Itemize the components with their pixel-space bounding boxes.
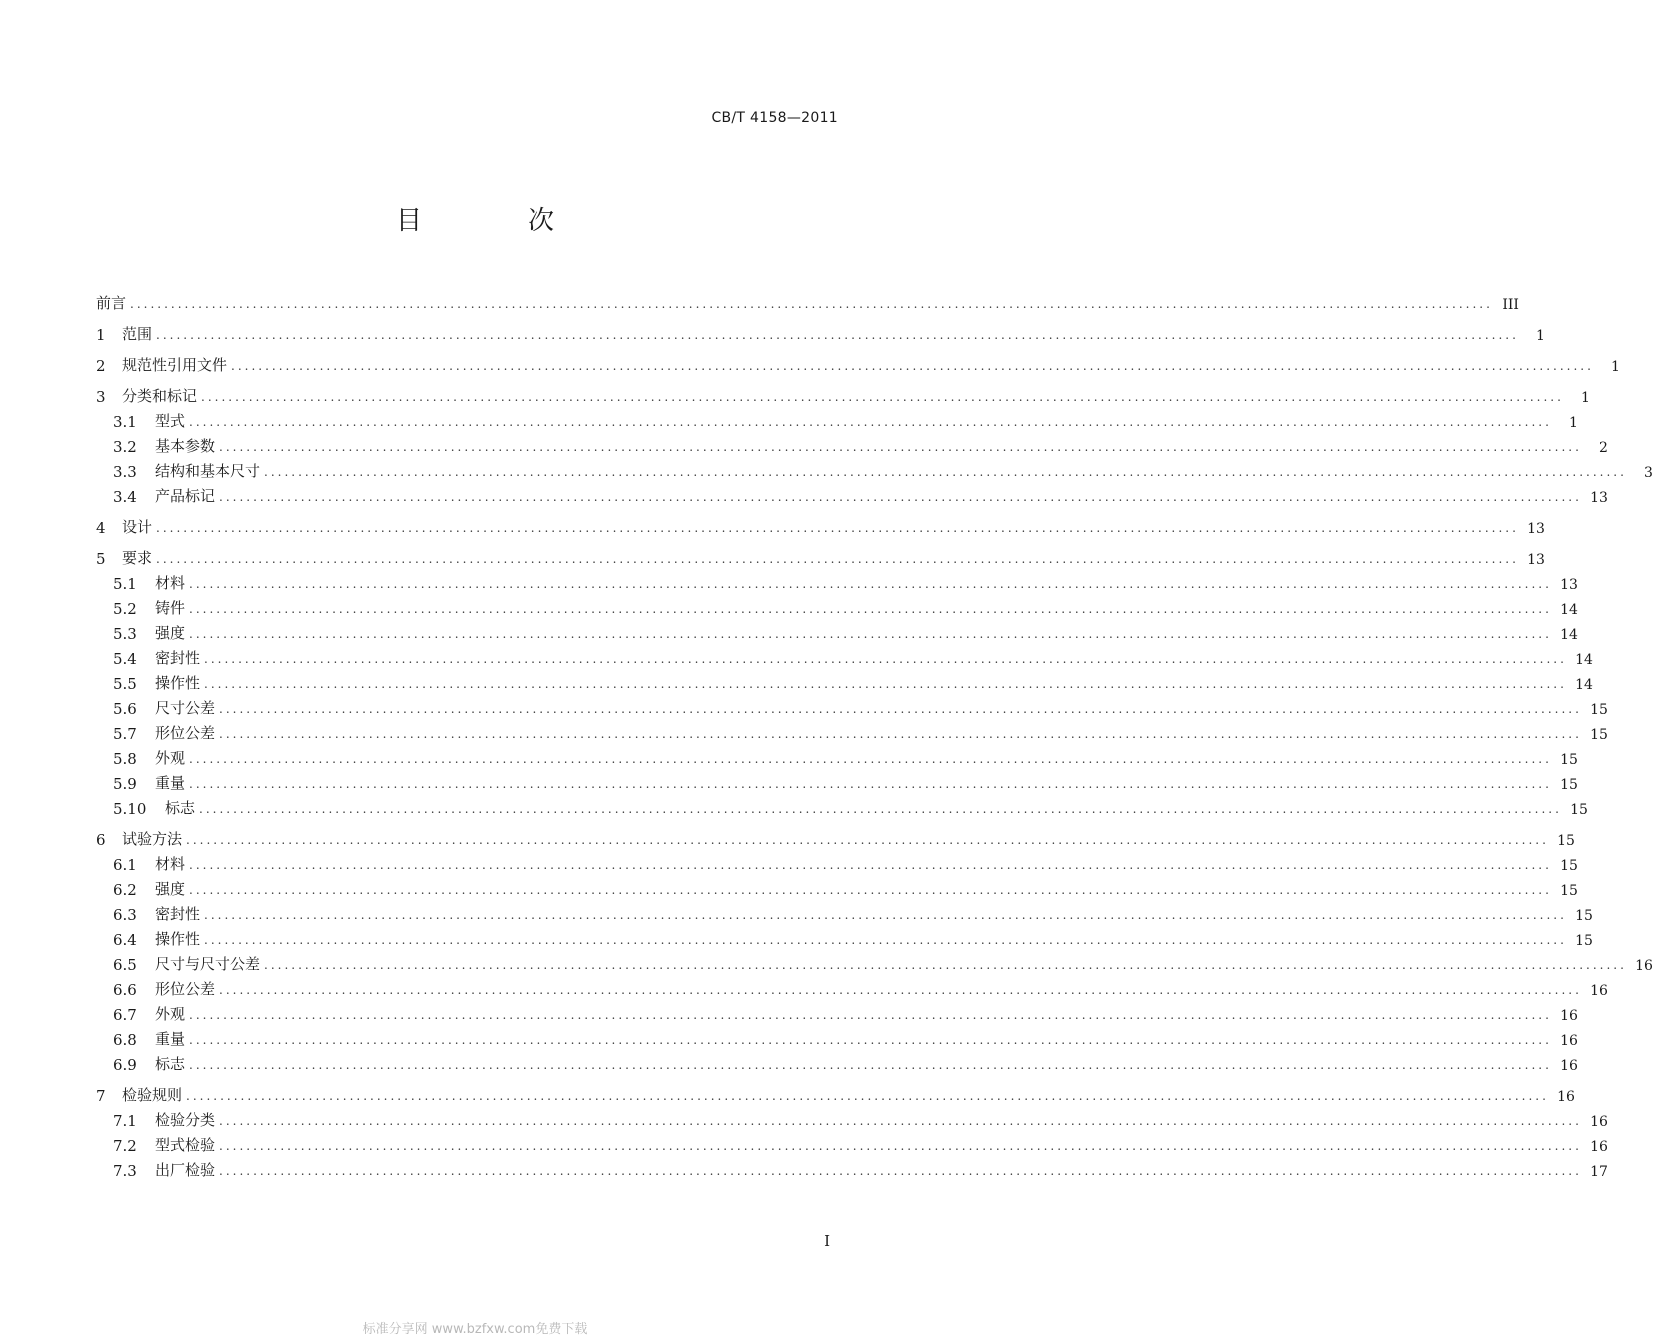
toc-entry-number: 5.8 — [113, 750, 137, 768]
toc-entry-page: 1 — [1580, 390, 1590, 406]
toc-entry[interactable] — [96, 282, 1519, 313]
toc-entry-label: 要求 — [122, 549, 153, 567]
toc-entry[interactable] — [96, 375, 1590, 406]
toc-entry-number: 3.2 — [113, 438, 137, 456]
toc-entry[interactable] — [96, 618, 1578, 643]
toc-entry[interactable] — [96, 899, 1593, 924]
toc-entry-label: 标志 — [155, 1055, 186, 1073]
toc-entry-label: 型式 — [155, 412, 186, 430]
toc-entry[interactable] — [96, 924, 1593, 949]
dot-leader: ........................................................................................................................................................................................................ — [189, 883, 1552, 897]
dot-leader: ........................................................................................................................................................................................................ — [189, 415, 1552, 429]
toc-entry-page: 15 — [1590, 727, 1608, 743]
toc-entry-page: 16 — [1635, 958, 1653, 974]
toc-entry-label: 设计 — [122, 518, 153, 536]
toc-entry-page: 15 — [1575, 933, 1593, 949]
toc-entry-label: 型式检验 — [155, 1136, 216, 1154]
dot-leader: ........................................................................................................................................................................................................ — [219, 1164, 1582, 1178]
toc-entry-label: 范围 — [122, 325, 153, 343]
toc-entry-number: 3.4 — [113, 488, 137, 506]
toc-entry-page: 14 — [1560, 602, 1578, 618]
toc-entry-number: 6.9 — [113, 1056, 137, 1074]
toc-entry[interactable] — [96, 431, 1608, 456]
toc-entry-number: 5.2 — [113, 600, 137, 618]
dot-leader: ........................................................................................................................................................................................................ — [204, 677, 1567, 691]
dot-leader: ........................................................................................................................................................................................................ — [219, 1139, 1582, 1153]
footer-watermark: 标准分享网 www.bzfxw.com免费下载 — [362, 1322, 588, 1337]
toc-entry-label: 铸件 — [155, 599, 186, 617]
toc-entry-page: 13 — [1527, 552, 1545, 568]
dot-leader: ........................................................................................................................................................................................................ — [189, 777, 1552, 791]
dot-leader: ........................................................................................................................................................................................................ — [156, 521, 1519, 535]
toc-entry-label: 出厂检验 — [155, 1161, 216, 1179]
toc-entry-number: 6.4 — [113, 931, 137, 949]
toc-entry-number: 4 — [96, 519, 106, 537]
dot-leader: ........................................................................................................................................................................................................ — [204, 933, 1567, 947]
toc-entry-label: 检验规则 — [122, 1086, 183, 1104]
toc-entry-number: 6.7 — [113, 1006, 137, 1024]
toc-entry-page: 15 — [1590, 702, 1608, 718]
toc-entry-label: 重量 — [155, 1030, 186, 1048]
dot-leader: ........................................................................................................................................................................................................ — [189, 1033, 1552, 1047]
toc-entry[interactable] — [96, 537, 1545, 568]
dot-leader: ........................................................................................................................................................................................................ — [219, 983, 1582, 997]
toc-entry-page: 15 — [1560, 752, 1578, 768]
dot-leader: ........................................................................................................................................................................................................ — [219, 727, 1582, 741]
toc-entry-page: 15 — [1570, 802, 1588, 818]
toc-entry-label: 强度 — [155, 624, 186, 642]
toc-entry-number: 7.1 — [113, 1112, 137, 1130]
toc-entry-page: 16 — [1560, 1008, 1578, 1024]
toc-entry[interactable] — [96, 593, 1578, 618]
toc-entry-page: 15 — [1560, 883, 1578, 899]
toc-entry[interactable] — [96, 1074, 1575, 1105]
toc-entry-label: 规范性引用文件 — [122, 356, 228, 374]
toc-entry-page: 16 — [1590, 983, 1608, 999]
toc-entry-label: 密封性 — [155, 905, 201, 923]
dot-leader: ........................................................................................................................................................................................................ — [264, 465, 1627, 479]
toc-entry-label: 外观 — [155, 1005, 186, 1023]
dot-leader: ........................................................................................................................................................................................................ — [219, 1114, 1582, 1128]
toc-entry-number: 5 — [96, 550, 106, 568]
toc-entry-number: 5.6 — [113, 700, 137, 718]
toc-entry-label: 标志 — [165, 799, 196, 817]
toc-entry-page: 1 — [1568, 415, 1578, 431]
toc-entry-page: 15 — [1560, 858, 1578, 874]
toc-entry[interactable] — [96, 506, 1545, 537]
toc-entry-label: 尺寸与尺寸公差 — [155, 955, 261, 973]
dot-leader: ........................................................................................................................................................................................................ — [189, 858, 1552, 872]
toc-entry-number: 5.10 — [113, 800, 147, 818]
toc-entry[interactable] — [96, 568, 1578, 593]
toc-entry-page: 17 — [1590, 1164, 1608, 1180]
toc-entry[interactable] — [96, 849, 1578, 874]
toc-entry-number: 6.1 — [113, 856, 137, 874]
toc-entry-label: 尺寸公差 — [155, 699, 216, 717]
toc-entry-number: 6.8 — [113, 1031, 137, 1049]
toc-entry-page: 13 — [1590, 490, 1608, 506]
toc-entry-number: 7 — [96, 1087, 106, 1105]
toc-entry[interactable] — [96, 768, 1578, 793]
toc-entry-label: 前言 — [96, 294, 127, 312]
toc-entry[interactable] — [96, 1155, 1608, 1180]
toc-entry-page: 16 — [1560, 1033, 1578, 1049]
toc-entry[interactable] — [96, 693, 1608, 718]
toc-entry-page: 16 — [1590, 1114, 1608, 1130]
toc-entry-page: 13 — [1527, 521, 1545, 537]
toc-entry[interactable] — [96, 974, 1608, 999]
toc-entry-number: 5.7 — [113, 725, 137, 743]
dot-leader: ........................................................................................................................................................................................................ — [199, 802, 1562, 816]
toc-entry-number: 3.1 — [113, 413, 137, 431]
table-of-contents — [96, 282, 1653, 1180]
toc-entry-number: 3.3 — [113, 463, 137, 481]
dot-leader: ........................................................................................................................................................................................................ — [186, 1089, 1549, 1103]
toc-entry-number: 2 — [96, 357, 106, 375]
toc-entry-label: 操作性 — [155, 930, 201, 948]
toc-entry[interactable] — [96, 818, 1575, 849]
toc-entry-number: 3 — [96, 388, 106, 406]
toc-entry-label: 操作性 — [155, 674, 201, 692]
toc-entry[interactable] — [96, 1024, 1578, 1049]
toc-entry-label: 强度 — [155, 880, 186, 898]
toc-entry[interactable] — [96, 481, 1608, 506]
toc-entry[interactable] — [96, 1130, 1608, 1155]
toc-entry-page: 16 — [1557, 1089, 1575, 1105]
dot-leader: ........................................................................................................................................................................................................ — [219, 702, 1582, 716]
toc-entry[interactable] — [96, 793, 1588, 818]
toc-entry[interactable] — [96, 1049, 1578, 1074]
toc-entry-page: 13 — [1560, 577, 1578, 593]
dot-leader: ........................................................................................................................................................................................................ — [189, 627, 1552, 641]
page-number: I — [824, 1232, 830, 1250]
toc-entry-label: 材料 — [155, 855, 186, 873]
toc-entry[interactable] — [96, 456, 1653, 481]
toc-entry[interactable] — [96, 406, 1578, 431]
toc-entry-label: 外观 — [155, 749, 186, 767]
dot-leader: ........................................................................................................................................................................................................ — [189, 1058, 1552, 1072]
toc-entry-label: 形位公差 — [155, 724, 216, 742]
dot-leader: ........................................................................................................................................................................................................ — [231, 359, 1594, 373]
toc-entry-label: 密封性 — [155, 649, 201, 667]
toc-entry-page: 16 — [1590, 1139, 1608, 1155]
dot-leader: ........................................................................................................................................................................................................ — [156, 552, 1519, 566]
toc-entry-number: 5.4 — [113, 650, 137, 668]
toc-entry-page: 1 — [1535, 328, 1545, 344]
dot-leader: ........................................................................................................................................................................................................ — [189, 1008, 1552, 1022]
toc-entry-label: 基本参数 — [155, 437, 216, 455]
toc-entry[interactable] — [96, 668, 1593, 693]
toc-entry-number: 5.5 — [113, 675, 137, 693]
dot-leader: ........................................................................................................................................................................................................ — [189, 577, 1552, 591]
page-title: 目 次 — [395, 206, 594, 236]
toc-entry-label: 检验分类 — [155, 1111, 216, 1129]
toc-entry-number: 5.9 — [113, 775, 137, 793]
dot-leader: ........................................................................................................................................................................................................ — [219, 490, 1582, 504]
toc-entry-number: 6.5 — [113, 956, 137, 974]
toc-entry[interactable] — [96, 718, 1608, 743]
toc-entry-page: 3 — [1643, 465, 1653, 481]
toc-entry-page: III — [1502, 297, 1519, 313]
toc-entry-number: 7.3 — [113, 1162, 137, 1180]
toc-entry-label: 产品标记 — [155, 487, 216, 505]
toc-entry-page: 16 — [1560, 1058, 1578, 1074]
toc-entry-number: 6 — [96, 831, 106, 849]
toc-entry-page: 15 — [1557, 833, 1575, 849]
toc-entry[interactable] — [96, 743, 1578, 768]
toc-entry-page: 14 — [1575, 652, 1593, 668]
dot-leader: ........................................................................................................................................................................................................ — [130, 297, 1493, 311]
toc-entry-label: 结构和基本尺寸 — [155, 462, 261, 480]
toc-entry-number: 7.2 — [113, 1137, 137, 1155]
toc-entry-number: 6.6 — [113, 981, 137, 999]
toc-entry-label: 形位公差 — [155, 980, 216, 998]
toc-entry[interactable] — [96, 643, 1593, 668]
toc-entry[interactable] — [96, 344, 1620, 375]
toc-entry[interactable] — [96, 1105, 1608, 1130]
dot-leader: ........................................................................................................................................................................................................ — [204, 652, 1567, 666]
standard-code: CB/T 4158—2011 — [711, 110, 838, 126]
dot-leader: ........................................................................................................................................................................................................ — [189, 752, 1552, 766]
dot-leader: ........................................................................................................................................................................................................ — [204, 908, 1567, 922]
toc-entry-label: 试验方法 — [122, 830, 183, 848]
toc-entry-number: 6.3 — [113, 906, 137, 924]
toc-entry-page: 15 — [1560, 777, 1578, 793]
toc-entry[interactable] — [96, 999, 1578, 1024]
dot-leader: ........................................................................................................................................................................................................ — [156, 328, 1519, 342]
toc-entry[interactable] — [96, 949, 1653, 974]
toc-entry-page: 14 — [1575, 677, 1593, 693]
toc-entry-number: 6.2 — [113, 881, 137, 899]
dot-leader: ........................................................................................................................................................................................................ — [219, 440, 1582, 454]
dot-leader: ........................................................................................................................................................................................................ — [189, 602, 1552, 616]
toc-entry-label: 分类和标记 — [122, 387, 198, 405]
toc-entry-page: 1 — [1610, 359, 1620, 375]
toc-entry-page: 2 — [1598, 440, 1608, 456]
toc-entry-number: 5.3 — [113, 625, 137, 643]
dot-leader: ........................................................................................................................................................................................................ — [201, 390, 1564, 404]
toc-entry-label: 材料 — [155, 574, 186, 592]
toc-entry[interactable] — [96, 874, 1578, 899]
dot-leader: ........................................................................................................................................................................................................ — [186, 833, 1549, 847]
toc-entry-number: 1 — [96, 326, 106, 344]
toc-entry-page: 14 — [1560, 627, 1578, 643]
toc-entry-page: 15 — [1575, 908, 1593, 924]
toc-entry-label: 重量 — [155, 774, 186, 792]
toc-entry-number: 5.1 — [113, 575, 137, 593]
toc-entry[interactable] — [96, 313, 1545, 344]
dot-leader: ........................................................................................................................................................................................................ — [264, 958, 1627, 972]
